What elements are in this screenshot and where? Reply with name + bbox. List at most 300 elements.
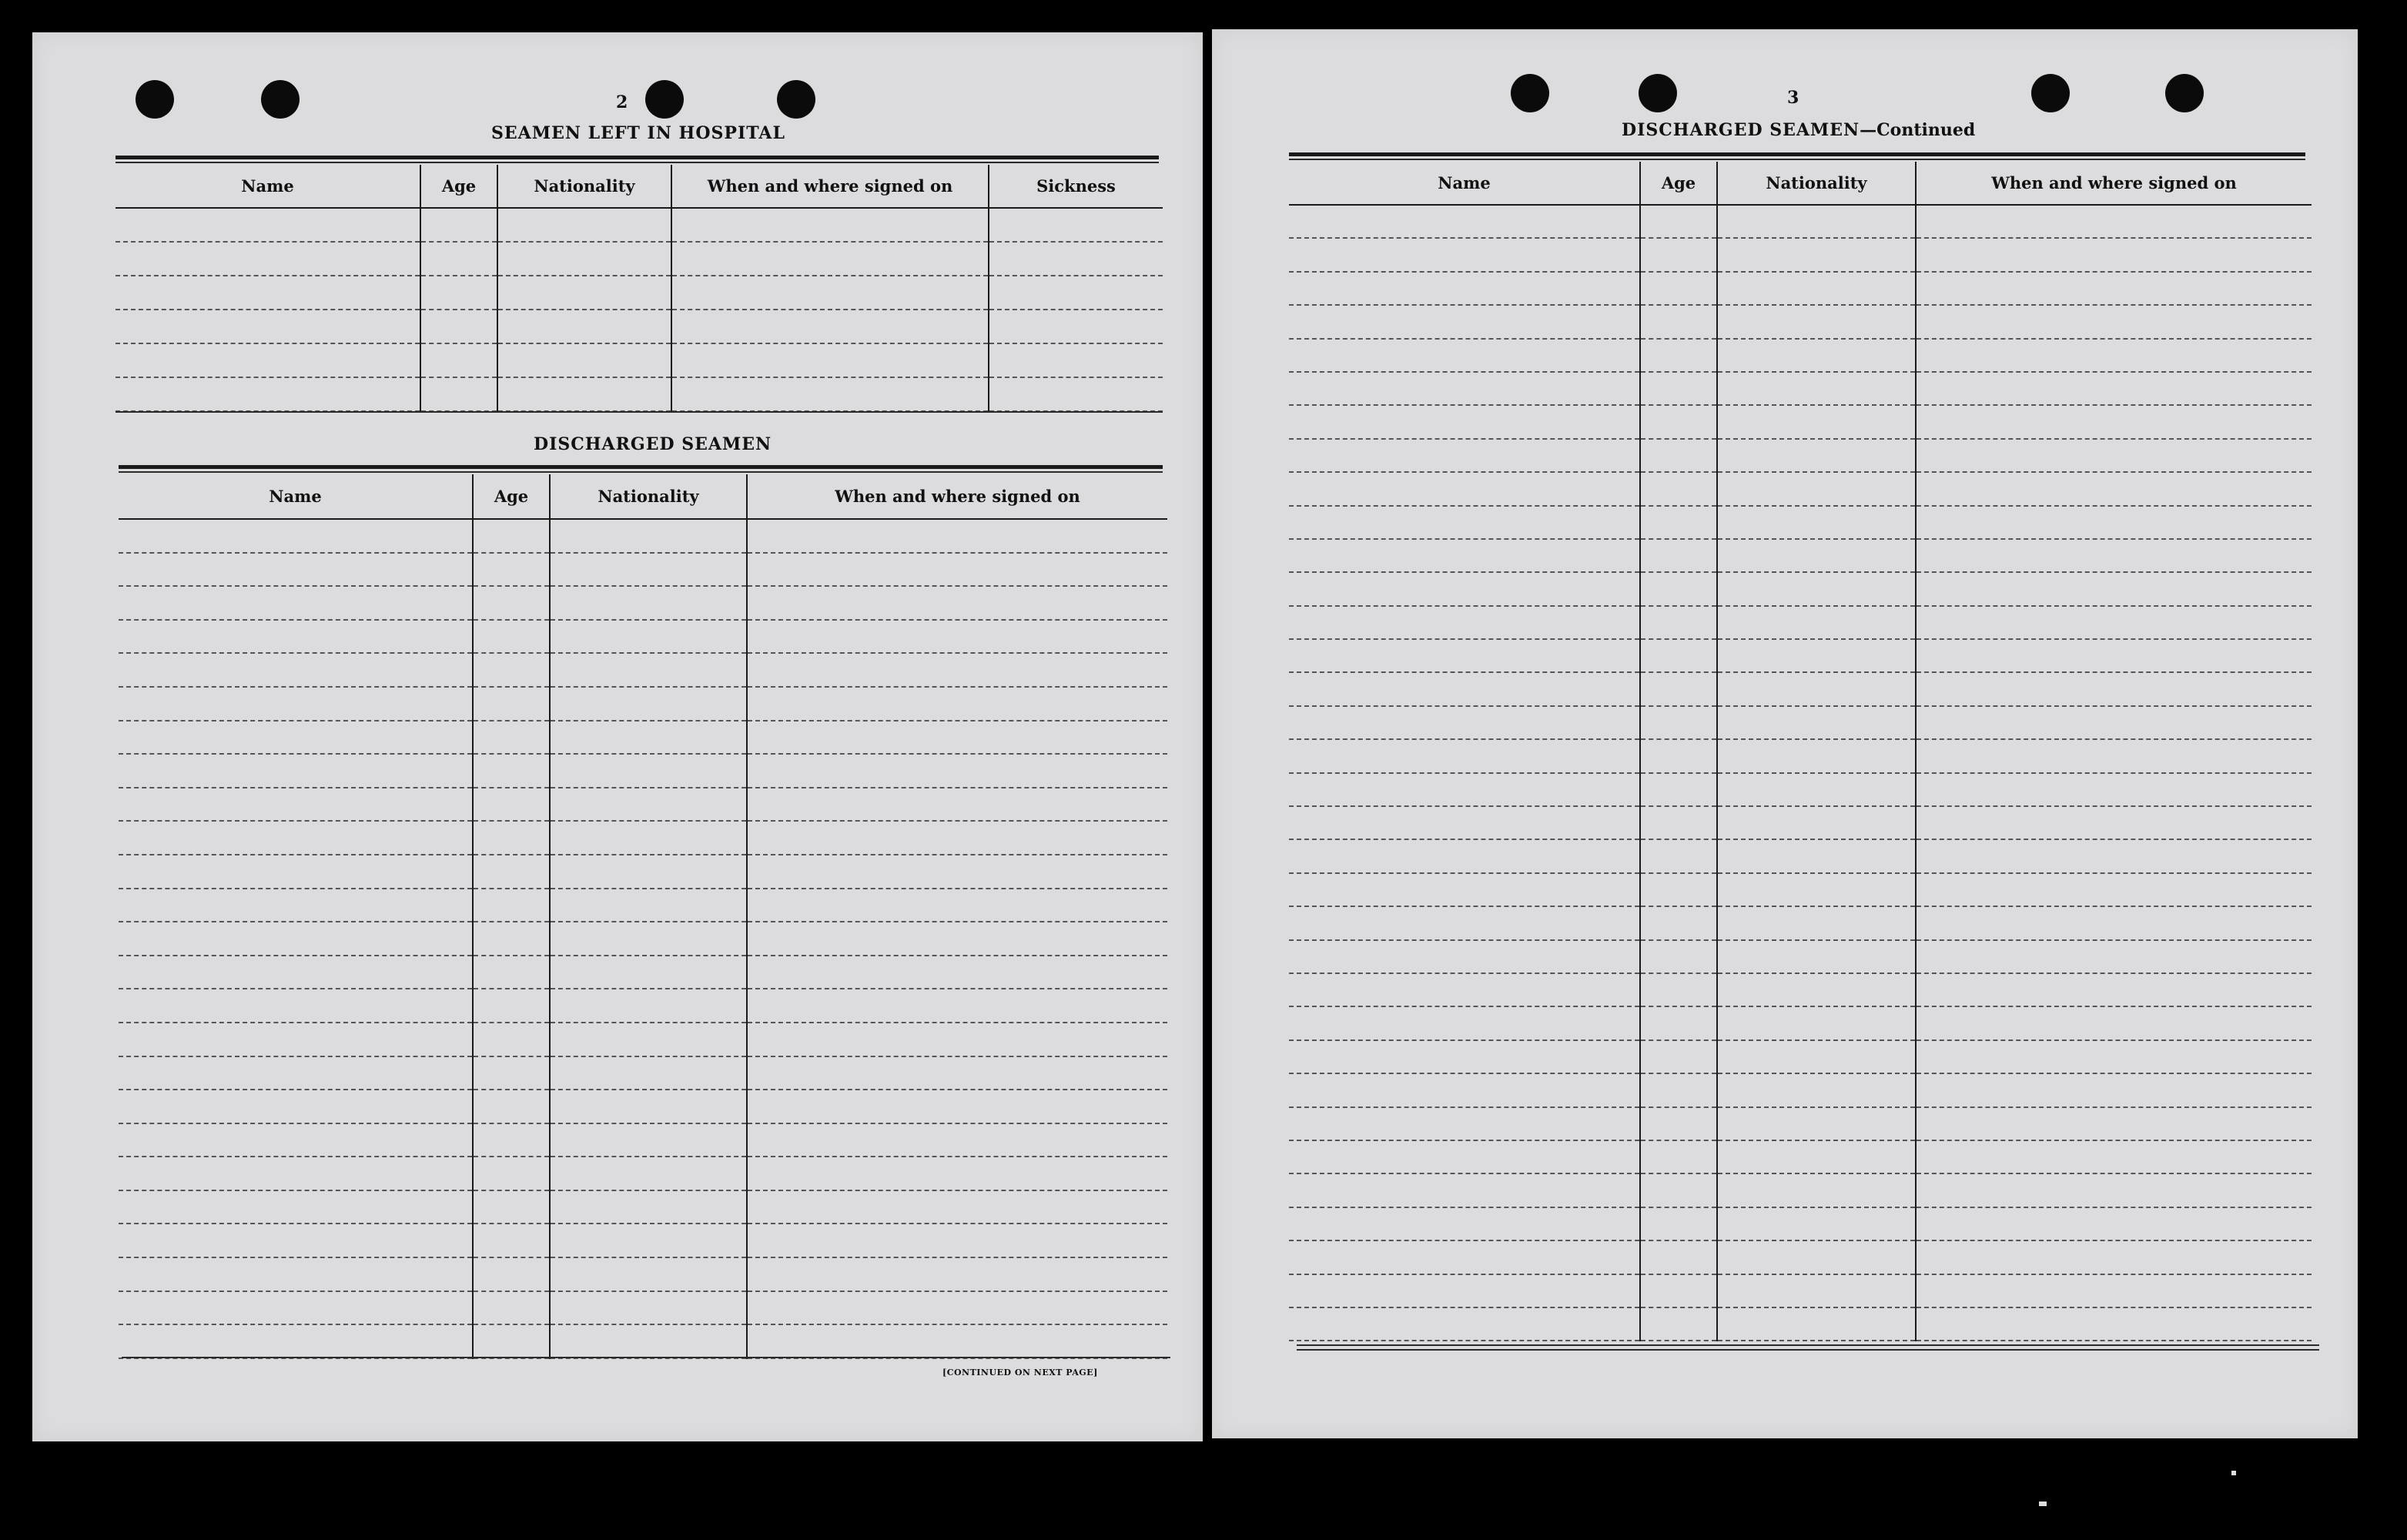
table-cell[interactable] — [989, 343, 1163, 377]
table-cell[interactable] — [1717, 739, 1916, 772]
table-cell[interactable] — [473, 553, 550, 587]
table-cell[interactable] — [1640, 1040, 1717, 1073]
table-cell[interactable] — [747, 721, 1167, 755]
table-cell[interactable] — [1640, 940, 1717, 973]
table-row — [119, 855, 1167, 889]
table-cell[interactable] — [119, 1190, 473, 1224]
table-cell[interactable] — [747, 1224, 1167, 1257]
table-cell[interactable] — [550, 586, 747, 620]
table-cell[interactable] — [1289, 372, 1640, 405]
table-cell[interactable] — [473, 620, 550, 654]
table-cell[interactable] — [1640, 839, 1717, 872]
table-cell[interactable] — [1916, 940, 2312, 973]
table-cell[interactable] — [1916, 1173, 2312, 1207]
table-cell[interactable] — [1916, 973, 2312, 1006]
table-cell[interactable] — [119, 687, 473, 721]
table-cell[interactable] — [1916, 672, 2312, 705]
table-cell[interactable] — [420, 377, 497, 411]
table-cell[interactable] — [1640, 1240, 1717, 1274]
table-cell[interactable] — [747, 687, 1167, 721]
column-header-name: Name — [115, 165, 420, 208]
table-row — [119, 519, 1167, 553]
table-cell[interactable] — [115, 377, 420, 411]
table-cell[interactable] — [1289, 1040, 1640, 1073]
table-cell[interactable] — [747, 889, 1167, 922]
table-cell[interactable] — [1916, 272, 2312, 305]
table-cell[interactable] — [1916, 372, 2312, 405]
column-header-nationality: Nationality — [550, 474, 747, 519]
table-cell[interactable] — [1717, 539, 1916, 572]
table-cell[interactable] — [473, 653, 550, 687]
table-cell[interactable] — [989, 276, 1163, 310]
table-cell[interactable] — [473, 586, 550, 620]
table-cell[interactable] — [115, 208, 420, 242]
table-cell[interactable] — [473, 754, 550, 788]
table-cell[interactable] — [550, 1190, 747, 1224]
table-cell[interactable] — [1916, 1140, 2312, 1173]
table-cell[interactable] — [473, 1023, 550, 1056]
table-cell[interactable] — [420, 310, 497, 343]
table-cell[interactable] — [1289, 773, 1640, 806]
table-cell[interactable] — [119, 956, 473, 989]
table-cell[interactable] — [550, 956, 747, 989]
table-cell[interactable] — [1289, 539, 1640, 572]
table-cell[interactable] — [1717, 305, 1916, 338]
table-cell[interactable] — [1717, 205, 1916, 238]
table-cell[interactable] — [473, 1123, 550, 1157]
table-cell[interactable] — [1289, 839, 1640, 872]
table-cell[interactable] — [1289, 472, 1640, 505]
table-cell[interactable] — [1916, 305, 2312, 338]
table-cell[interactable] — [1916, 839, 2312, 872]
table-cell[interactable] — [1916, 1207, 2312, 1240]
table-cell[interactable] — [1916, 639, 2312, 672]
table-cell[interactable] — [473, 989, 550, 1023]
table-cell[interactable] — [119, 989, 473, 1023]
table-cell[interactable] — [747, 620, 1167, 654]
table-cell[interactable] — [1289, 606, 1640, 639]
table-cell[interactable] — [119, 1123, 473, 1157]
table-cell[interactable] — [550, 1224, 747, 1257]
table-cell[interactable] — [550, 1257, 747, 1291]
table-cell[interactable] — [115, 343, 420, 377]
table-cell[interactable] — [989, 377, 1163, 411]
table-row — [1289, 1073, 2312, 1106]
table-cell[interactable] — [1717, 606, 1916, 639]
table-cell[interactable] — [671, 377, 989, 411]
table-cell[interactable] — [1640, 639, 1717, 672]
table-cell[interactable] — [119, 519, 473, 553]
table-cell[interactable] — [1289, 1240, 1640, 1274]
table-row — [1289, 539, 2312, 572]
table-cell[interactable] — [115, 310, 420, 343]
table-cell[interactable] — [1717, 639, 1916, 672]
table-cell[interactable] — [1717, 839, 1916, 872]
table-cell[interactable] — [1640, 1207, 1717, 1240]
table-cell[interactable] — [473, 922, 550, 956]
table-cell[interactable] — [1289, 339, 1640, 372]
table-row — [119, 553, 1167, 587]
table-row — [1289, 1040, 2312, 1073]
table-cell[interactable] — [747, 956, 1167, 989]
table-cell[interactable] — [1289, 739, 1640, 772]
table-cell[interactable] — [550, 1023, 747, 1056]
table-cell[interactable] — [747, 922, 1167, 956]
table-cell[interactable] — [1289, 1207, 1640, 1240]
table-cell[interactable] — [1717, 1073, 1916, 1106]
punch-hole — [1511, 74, 1549, 112]
table-cell[interactable] — [1640, 439, 1717, 472]
scan-speck — [2039, 1502, 2047, 1506]
table-cell[interactable] — [1717, 1207, 1916, 1240]
table-cell[interactable] — [747, 1157, 1167, 1190]
table-cell[interactable] — [747, 754, 1167, 788]
table-cell[interactable] — [1717, 706, 1916, 739]
table-cell[interactable] — [473, 956, 550, 989]
table-cell[interactable] — [1289, 940, 1640, 973]
table-cell[interactable] — [497, 242, 671, 276]
table-cell[interactable] — [747, 1123, 1167, 1157]
table-cell[interactable] — [1916, 1307, 2312, 1341]
table-cell[interactable] — [119, 1056, 473, 1090]
discharged-top-rule — [119, 465, 1163, 469]
table-row — [1289, 773, 2312, 806]
table-cell[interactable] — [1717, 1140, 1916, 1173]
table-cell[interactable] — [1717, 906, 1916, 939]
table-cell[interactable] — [550, 519, 747, 553]
table-cell[interactable] — [473, 855, 550, 889]
table-cell[interactable] — [1916, 773, 2312, 806]
table-cell[interactable] — [989, 208, 1163, 242]
table-cell[interactable] — [747, 519, 1167, 553]
table-cell[interactable] — [115, 276, 420, 310]
table-cell[interactable] — [1640, 906, 1717, 939]
table-cell[interactable] — [1640, 873, 1717, 906]
table-cell[interactable] — [473, 788, 550, 822]
table-cell[interactable] — [473, 1056, 550, 1090]
table-cell[interactable] — [1717, 1107, 1916, 1140]
table-cell[interactable] — [119, 754, 473, 788]
table-cell[interactable] — [119, 653, 473, 687]
table-cell[interactable] — [1916, 472, 2312, 505]
table-cell[interactable] — [119, 586, 473, 620]
table-cell[interactable] — [119, 1090, 473, 1123]
table-cell[interactable] — [1640, 272, 1717, 305]
table-cell[interactable] — [1640, 372, 1717, 405]
table-cell[interactable] — [1289, 873, 1640, 906]
table-cell[interactable] — [550, 687, 747, 721]
table-cell[interactable] — [747, 1190, 1167, 1224]
table-cell[interactable] — [119, 922, 473, 956]
table-cell[interactable] — [747, 821, 1167, 855]
table-cell[interactable] — [1916, 1006, 2312, 1040]
table-cell[interactable] — [497, 310, 671, 343]
table-cell[interactable] — [1640, 472, 1717, 505]
table-cell[interactable] — [1717, 1240, 1916, 1274]
table-cell[interactable] — [119, 1324, 473, 1358]
punch-hole — [136, 80, 174, 119]
table-cell[interactable] — [1640, 773, 1717, 806]
table-cell[interactable] — [497, 343, 671, 377]
table-cell[interactable] — [1717, 572, 1916, 605]
table-cell[interactable] — [747, 1324, 1167, 1358]
table-cell[interactable] — [1289, 506, 1640, 539]
table-cell[interactable] — [420, 208, 497, 242]
table-cell[interactable] — [550, 922, 747, 956]
table-cell[interactable] — [1640, 1173, 1717, 1207]
table-cell[interactable] — [1916, 205, 2312, 238]
table-cell[interactable] — [119, 1291, 473, 1325]
table-cell[interactable] — [1916, 806, 2312, 839]
table-cell[interactable] — [550, 653, 747, 687]
column-header-nationality: Nationality — [1717, 162, 1916, 205]
table-row — [119, 1056, 1167, 1090]
table-cell[interactable] — [1717, 372, 1916, 405]
table-cell[interactable] — [1717, 1274, 1916, 1307]
table-cell[interactable] — [550, 889, 747, 922]
table-cell[interactable] — [473, 1224, 550, 1257]
scan-speck — [2231, 1471, 2236, 1475]
table-cell[interactable] — [1289, 1107, 1640, 1140]
table-cell[interactable] — [1289, 672, 1640, 705]
table-cell[interactable] — [747, 1056, 1167, 1090]
table-cell[interactable] — [1289, 1073, 1640, 1106]
table-cell[interactable] — [119, 855, 473, 889]
table-cell[interactable] — [1640, 672, 1717, 705]
table-cell[interactable] — [1916, 339, 2312, 372]
table-cell[interactable] — [747, 1291, 1167, 1325]
table-cell[interactable] — [1717, 1006, 1916, 1040]
table-row — [119, 788, 1167, 822]
table-cell[interactable] — [1640, 305, 1717, 338]
table-cell[interactable] — [989, 310, 1163, 343]
column-header-signed-on: When and where signed on — [671, 165, 989, 208]
table-cell[interactable] — [1916, 1107, 2312, 1140]
table-cell[interactable] — [1640, 572, 1717, 605]
table-cell[interactable] — [550, 989, 747, 1023]
table-cell[interactable] — [473, 1291, 550, 1325]
table-row — [1289, 873, 2312, 906]
table-cell[interactable] — [1289, 272, 1640, 305]
table-cell[interactable] — [497, 276, 671, 310]
table-cell[interactable] — [1717, 1307, 1916, 1341]
table-cell[interactable] — [671, 343, 989, 377]
table-cell[interactable] — [1717, 806, 1916, 839]
table-cell[interactable] — [420, 343, 497, 377]
table-cell[interactable] — [1916, 906, 2312, 939]
table-cell[interactable] — [1916, 739, 2312, 772]
table-cell[interactable] — [550, 620, 747, 654]
table-cell[interactable] — [747, 553, 1167, 587]
table-cell[interactable] — [473, 1090, 550, 1123]
table-cell[interactable] — [550, 1123, 747, 1157]
table-cell[interactable] — [747, 855, 1167, 889]
table-cell[interactable] — [119, 1157, 473, 1190]
table-cell[interactable] — [1289, 639, 1640, 672]
table-cell[interactable] — [1289, 238, 1640, 271]
table-cell[interactable] — [119, 620, 473, 654]
table-cell[interactable] — [1717, 272, 1916, 305]
table-cell[interactable] — [1717, 405, 1916, 438]
table-cell[interactable] — [1916, 1274, 2312, 1307]
table-cell[interactable] — [1289, 973, 1640, 1006]
table-cell[interactable] — [473, 1257, 550, 1291]
table-cell[interactable] — [1717, 973, 1916, 1006]
table-cell[interactable] — [473, 721, 550, 755]
table-cell[interactable] — [1717, 940, 1916, 973]
table-cell[interactable] — [1640, 1274, 1717, 1307]
table-cell[interactable] — [119, 553, 473, 587]
table-cell[interactable] — [473, 1157, 550, 1190]
table-cell[interactable] — [1289, 305, 1640, 338]
discharged-continued-table — [1289, 162, 2312, 1341]
table-cell[interactable] — [747, 1257, 1167, 1291]
table-cell[interactable] — [1289, 1006, 1640, 1040]
table-cell[interactable] — [1916, 1240, 2312, 1274]
table-row — [1289, 238, 2312, 271]
table-cell[interactable] — [1717, 506, 1916, 539]
table-cell[interactable] — [1289, 1140, 1640, 1173]
table-cell[interactable] — [119, 1023, 473, 1056]
table-cell[interactable] — [550, 1090, 747, 1123]
table-cell[interactable] — [1640, 706, 1717, 739]
page-number: 3 — [1787, 88, 1799, 108]
table-cell[interactable] — [420, 242, 497, 276]
table-cell[interactable] — [1289, 1173, 1640, 1207]
table-cell[interactable] — [1640, 1140, 1717, 1173]
table-cell[interactable] — [1289, 706, 1640, 739]
table-cell[interactable] — [550, 1324, 747, 1358]
table-cell[interactable] — [1640, 973, 1717, 1006]
table-cell[interactable] — [119, 821, 473, 855]
table-cell[interactable] — [1916, 706, 2312, 739]
table-cell[interactable] — [671, 208, 989, 242]
table-cell[interactable] — [747, 1023, 1167, 1056]
table-cell[interactable] — [473, 519, 550, 553]
discharged-bottom-rule — [122, 1357, 1170, 1358]
table-cell[interactable] — [1640, 205, 1717, 238]
punch-hole — [777, 80, 815, 119]
table-cell[interactable] — [671, 310, 989, 343]
table-cell[interactable] — [1289, 806, 1640, 839]
table-cell[interactable] — [747, 1090, 1167, 1123]
table-cell[interactable] — [1640, 1006, 1717, 1040]
table-cell[interactable] — [747, 788, 1167, 822]
table-cell[interactable] — [1717, 439, 1916, 472]
table-cell[interactable] — [1717, 672, 1916, 705]
table-cell[interactable] — [473, 821, 550, 855]
table-cell[interactable] — [1717, 773, 1916, 806]
table-cell[interactable] — [747, 989, 1167, 1023]
punch-hole — [261, 80, 300, 119]
table-cell[interactable] — [1289, 439, 1640, 472]
table-cell[interactable] — [550, 1157, 747, 1190]
table-cell[interactable] — [747, 653, 1167, 687]
table-cell[interactable] — [1916, 506, 2312, 539]
discharged-continued-title-suffix: —Continued — [1860, 120, 1976, 140]
table-row — [119, 620, 1167, 654]
table-cell[interactable] — [1717, 1040, 1916, 1073]
table-cell[interactable] — [1640, 1307, 1717, 1341]
table-cell[interactable] — [550, 754, 747, 788]
table-cell[interactable] — [497, 208, 671, 242]
table-cell[interactable] — [550, 821, 747, 855]
table-cell[interactable] — [1717, 873, 1916, 906]
table-cell[interactable] — [550, 553, 747, 587]
table-cell[interactable] — [1640, 405, 1717, 438]
table-cell[interactable] — [119, 889, 473, 922]
punch-hole — [2031, 74, 2070, 112]
table-cell[interactable] — [1640, 539, 1717, 572]
table-cell[interactable] — [119, 1257, 473, 1291]
table-cell[interactable] — [1916, 572, 2312, 605]
table-cell[interactable] — [1717, 1173, 1916, 1207]
table-cell[interactable] — [1289, 906, 1640, 939]
table-cell[interactable] — [550, 788, 747, 822]
table-cell[interactable] — [1640, 606, 1717, 639]
table-cell[interactable] — [1916, 539, 2312, 572]
table-cell[interactable] — [473, 1190, 550, 1224]
table-cell[interactable] — [550, 1056, 747, 1090]
table-cell[interactable] — [1916, 238, 2312, 271]
table-cell[interactable] — [671, 242, 989, 276]
table-row — [1289, 1173, 2312, 1207]
table-row — [119, 653, 1167, 687]
table-cell[interactable] — [1640, 1107, 1717, 1140]
table-row — [1289, 973, 2312, 1006]
table-cell[interactable] — [473, 687, 550, 721]
table-cell[interactable] — [1916, 405, 2312, 438]
punch-hole — [645, 80, 684, 119]
table-cell[interactable] — [473, 1324, 550, 1358]
table-cell[interactable] — [1640, 339, 1717, 372]
table-cell[interactable] — [1289, 572, 1640, 605]
table-cell[interactable] — [115, 242, 420, 276]
table-cell[interactable] — [1289, 1274, 1640, 1307]
table-cell[interactable] — [420, 276, 497, 310]
table-cell[interactable] — [550, 855, 747, 889]
table-cell[interactable] — [1289, 205, 1640, 238]
table-cell[interactable] — [1640, 806, 1717, 839]
table-cell[interactable] — [1916, 439, 2312, 472]
table-cell[interactable] — [1640, 238, 1717, 271]
table-cell[interactable] — [1289, 1307, 1640, 1341]
table-cell[interactable] — [1916, 873, 2312, 906]
table-cell[interactable] — [119, 1224, 473, 1257]
table-cell[interactable] — [119, 788, 473, 822]
column-header-sickness: Sickness — [989, 165, 1163, 208]
table-cell[interactable] — [1717, 339, 1916, 372]
table-cell[interactable] — [1640, 1073, 1717, 1106]
table-cell[interactable] — [1916, 606, 2312, 639]
table-cell[interactable] — [550, 721, 747, 755]
table-cell[interactable] — [473, 889, 550, 922]
table-row — [115, 377, 1163, 411]
table-cell[interactable] — [671, 276, 989, 310]
table-cell[interactable] — [1640, 506, 1717, 539]
table-cell[interactable] — [1717, 238, 1916, 271]
table-cell[interactable] — [1289, 405, 1640, 438]
table-cell[interactable] — [1916, 1073, 2312, 1106]
table-cell[interactable] — [1717, 472, 1916, 505]
table-cell[interactable] — [550, 1291, 747, 1325]
table-cell[interactable] — [989, 242, 1163, 276]
table-cell[interactable] — [1916, 1040, 2312, 1073]
table-cell[interactable] — [497, 377, 671, 411]
table-cell[interactable] — [119, 721, 473, 755]
table-cell[interactable] — [1640, 739, 1717, 772]
table-cell[interactable] — [747, 586, 1167, 620]
